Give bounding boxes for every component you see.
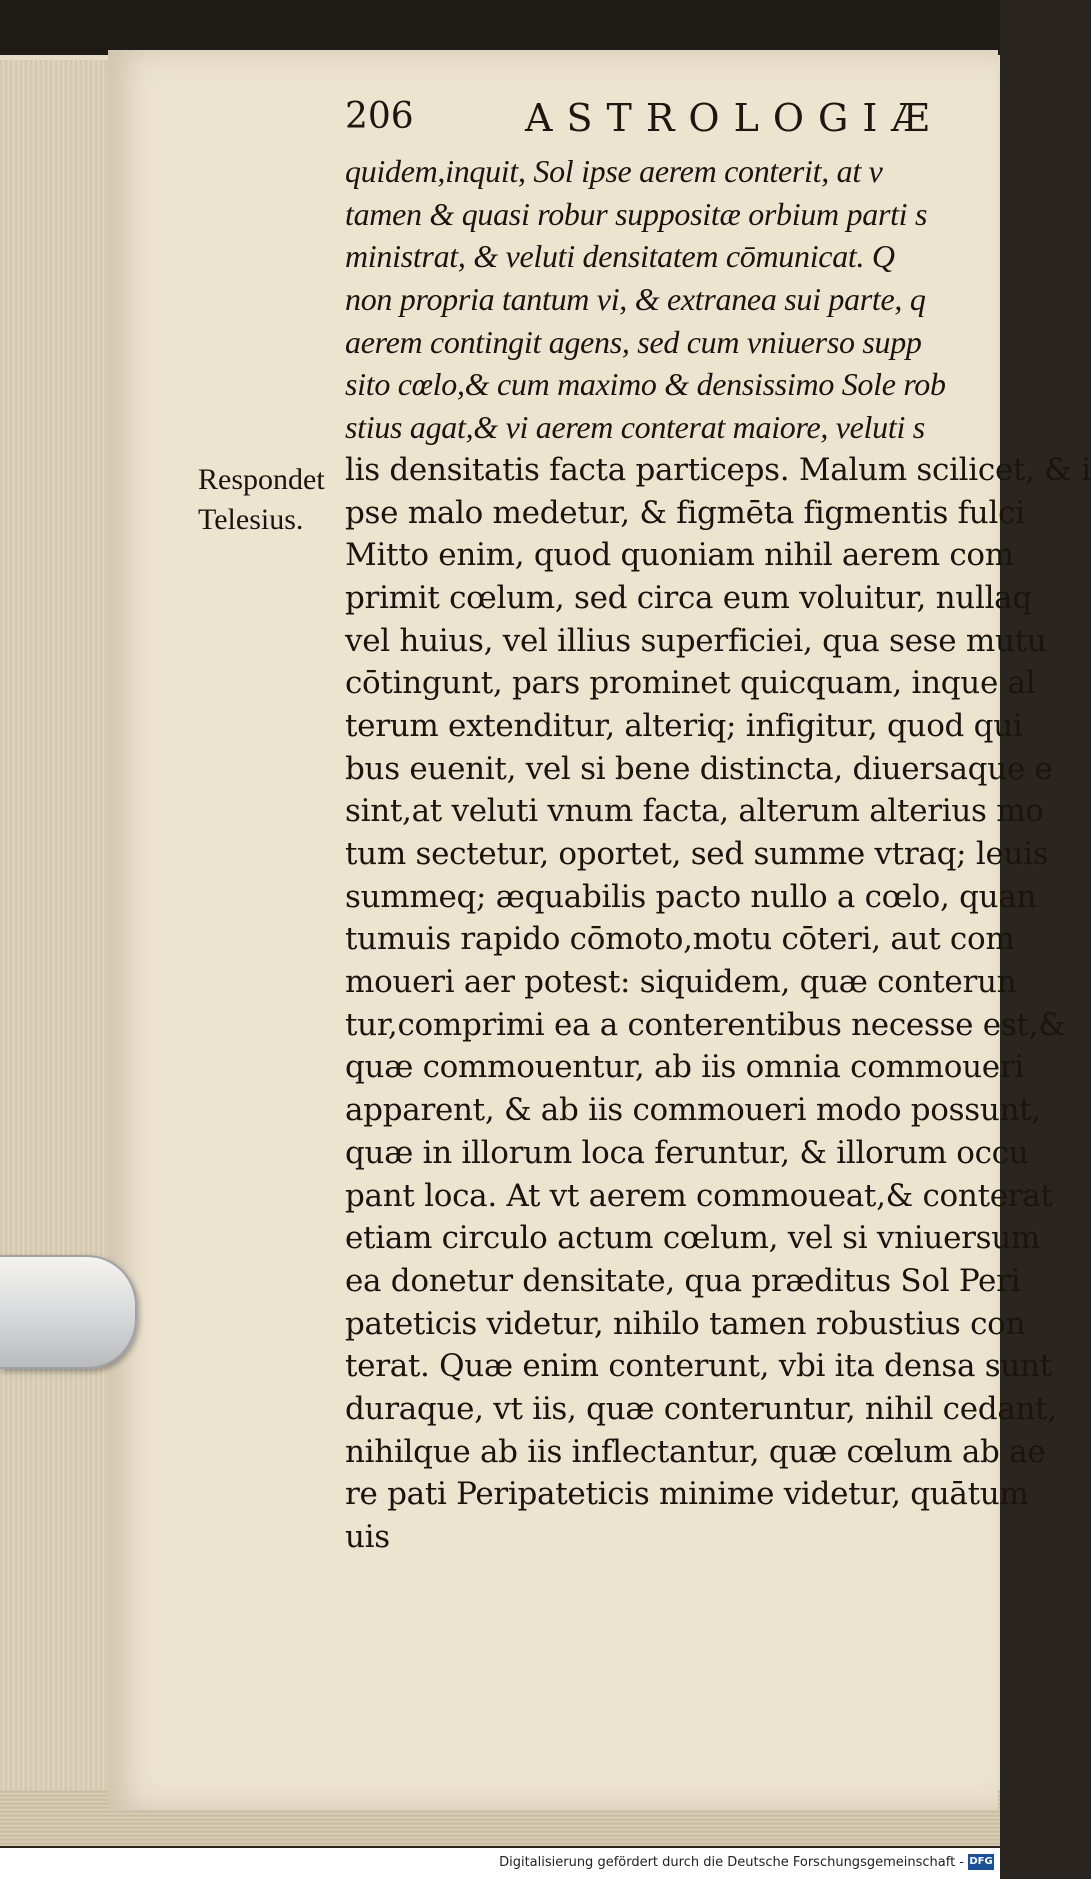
text-line: terum extenditur, alteriq; infigitur, quod qui xyxy=(345,707,1023,744)
text-line: quidem,inquit, Sol ipse aerem conterit, at v xyxy=(345,153,883,189)
text-line: lis densitatis facta particeps. Malum scilicet, & i xyxy=(345,451,1091,488)
marginal-note-line: Respondet xyxy=(198,463,325,496)
marginal-note xyxy=(198,460,325,540)
text-line: quæ in illorum loca feruntur, & illorum occu xyxy=(345,1134,1029,1171)
text-line: Mitto enim, quod quoniam nihil aerem com xyxy=(345,537,1014,574)
text-line: tumuis rapido cōmoto,motu cōteri, aut com xyxy=(345,921,1015,958)
text-line: ea donetur densitate, qua præditus Sol Peri xyxy=(345,1262,1021,1299)
text-line: vel huius, vel illius superficiei, qua sese mutu xyxy=(345,622,1047,659)
page-edges xyxy=(0,60,110,1820)
text-line: cōtingunt, pars prominet quicquam, inque al xyxy=(345,665,1036,702)
page-header xyxy=(345,96,965,146)
text-line: re pati Peripateticis minime videtur, quātum xyxy=(345,1476,1029,1513)
dfg-logo: DFG xyxy=(968,1854,994,1870)
text-line: bus euenit, vel si bene distincta, diuersaque e xyxy=(345,750,1053,787)
page-number: 206 xyxy=(345,96,414,137)
text-line: uis xyxy=(345,1519,390,1555)
text-line: terat. Quæ enim conterunt, vbi ita densa sunt xyxy=(345,1348,1052,1385)
page-clip xyxy=(0,1255,137,1369)
text-line: quæ commouentur, ab iis omnia commoueri xyxy=(345,1049,1024,1086)
text-line: summeq; æquabilis pacto nullo a cœlo, quan xyxy=(345,878,1037,915)
text-line: ministrat, & veluti densitatem cōmunicat. Q xyxy=(345,238,895,275)
running-head: ASTROLOGIÆ xyxy=(525,96,944,140)
text-line: sito cœlo,& cum maximo & densissimo Sole rob xyxy=(345,366,946,403)
text-line: sint,at veluti vnum facta, alterum alterius mo xyxy=(345,793,1044,830)
text-line: apparent, & ab iis commoueri modo possunt, xyxy=(345,1092,1041,1129)
text-line: nihilque ab iis inflectantur, quæ cœlum ab ae xyxy=(345,1433,1046,1470)
text-line: tur,comprimi ea a conterentibus necesse est,& xyxy=(345,1006,1066,1043)
text-line: tamen & quasi robur suppositæ orbium parti s xyxy=(345,195,928,232)
marginal-note-line: Telesius. xyxy=(198,503,304,536)
text-line: tum sectetur, oportet, sed summe vtraq; leuis xyxy=(345,836,1049,872)
text-line: aerem contingit agens, sed cum vniuerso supp xyxy=(345,323,922,360)
text-line: primit cœlum, sed circa eum voluitur, nullaq xyxy=(345,579,1032,616)
body-text xyxy=(345,150,1091,1559)
text-line: duraque, vt iis, quæ conteruntur, nihil cedant, xyxy=(345,1390,1057,1427)
footer-credit: Digitalisierung gefördert durch die Deutsche Forschungsgemeinschaft - xyxy=(499,1855,964,1870)
text-line: stius agat,& vi aerem conterat maiore, veluti s xyxy=(345,409,925,446)
text-line: non propria tantum vi, & extranea sui parte, q xyxy=(345,281,926,318)
text-line: pant loca. At vt aerem commoueat,& conterat xyxy=(345,1177,1053,1214)
digitization-footer xyxy=(0,1848,1000,1879)
text-line: pateticis videtur, nihilo tamen robustius con xyxy=(345,1305,1026,1342)
text-line: etiam circulo actum cœlum, vel si vniuersum xyxy=(345,1220,1041,1257)
text-line: moueri aer potest: siquidem, quæ conterun xyxy=(345,964,1017,1001)
text-line: pse malo medetur, & figmēta figmentis fulci xyxy=(345,494,1025,531)
